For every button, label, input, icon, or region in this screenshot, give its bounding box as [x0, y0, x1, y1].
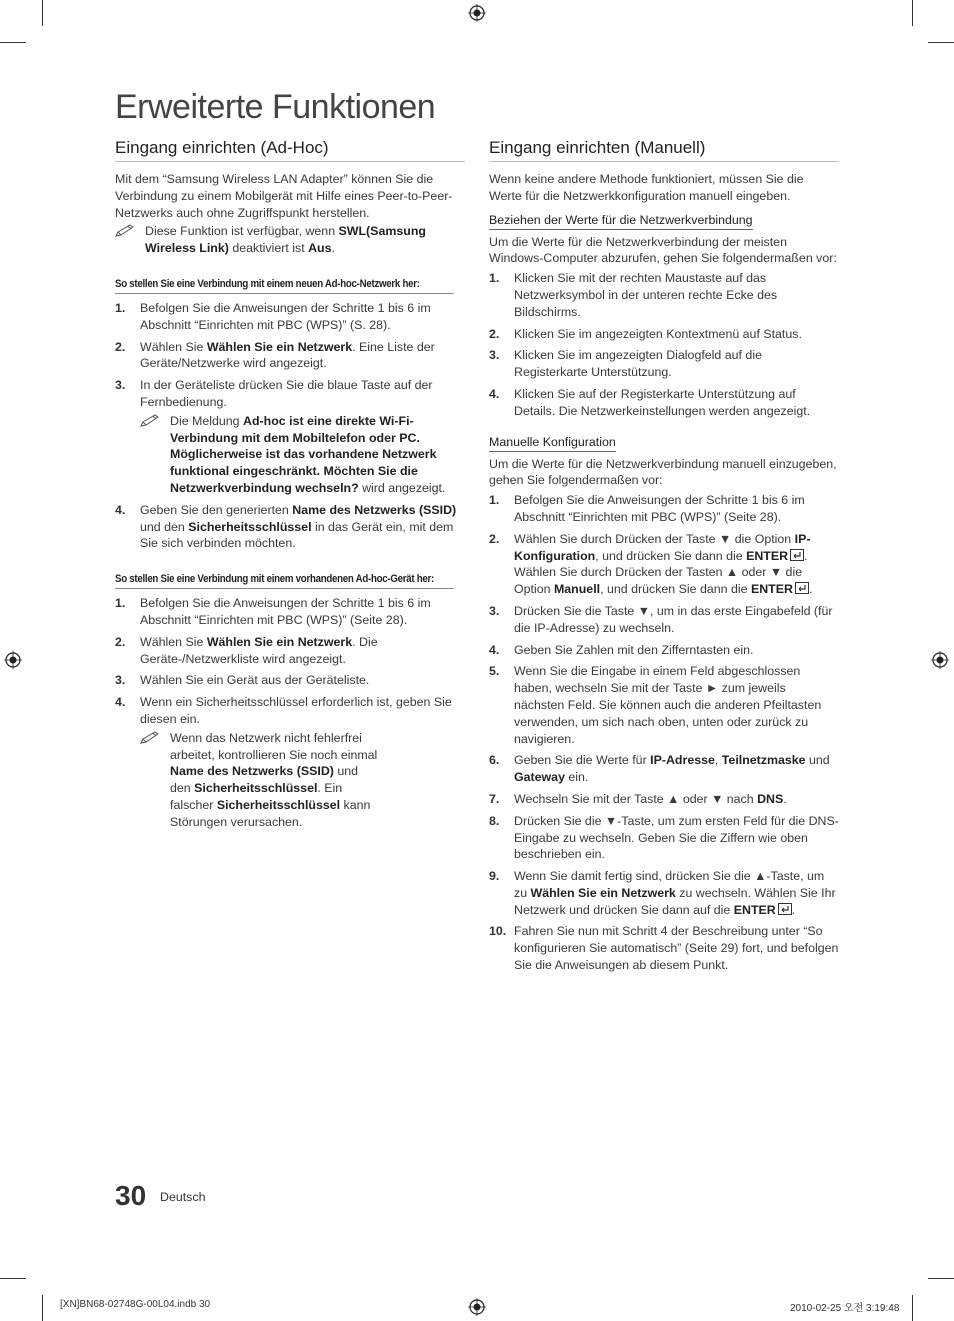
crop-mark [42, 1295, 43, 1321]
note-pencil-icon [140, 414, 160, 427]
note-text: Die Meldung [170, 413, 244, 428]
list-item: 4. Geben Sie den generierten Name des Netzwerks (SSID) und den Sicherheitsschlüssel in das Gerät ein, mit dem Sie sich verbinden möchten. [115, 502, 457, 551]
subheading-manual-config: Manuelle Konfiguration [489, 435, 616, 452]
list-item: 2. Klicken Sie im angezeigten Kontextmenü auf Status. [489, 326, 802, 341]
note-text: deaktiviert ist [228, 241, 309, 256]
list-item: 3. Drücken Sie die Taste ▼, um in das erste Eingabefeld (für die IP-Adresse) zu wechseln. [489, 603, 833, 635]
note-text: . [331, 241, 335, 256]
registration-mark-icon [4, 651, 22, 669]
step-text: Wählen Sie [140, 634, 207, 649]
step-bold: Name des Netzwerks (SSID) [292, 502, 457, 517]
crop-mark [912, 0, 913, 26]
intro-text: Mit dem “Samsung Wireless LAN Adapter” können Sie die Verbindung zu einem Mobilgerät mit Hilfe eines Peer-to-Peer-Netzwerks auch ohne Zugriffspunkt herstellen. [115, 172, 453, 220]
list-item: 1. Klicken Sie mit der rechten Maustaste auf das Netzwerksymbol in der unteren rechte Ecke des Bildschirms. [489, 271, 778, 319]
step-text: Befolgen Sie die Anweisungen der Schritte 1 bis 6 im Abschnitt “Einrichten mit PBC (WPS)” (Seite 28). [514, 493, 805, 524]
step-text: Wählen Sie [140, 339, 207, 354]
step-text: Drücken Sie die Taste ▼, um in das erste Eingabefeld (für die IP-Adresse) zu wechseln. [514, 603, 833, 635]
step-text: Klicken Sie mit der rechten Maustaste auf das Netzwerksymbol in der unteren rechte Ecke des Bildschirms. [514, 271, 778, 319]
step-text: In der Geräteliste drücken Sie die blaue Taste auf der Fernbedienung. [140, 378, 433, 409]
page-number: 30 [115, 1180, 147, 1211]
note-bold: Ad-hoc ist eine direkte Wi-Fi-Verbindung mit dem Mobiltelefon oder PC. Möglicherweise ist das vorhandene Netzwerk funktional eingeschränkt. Möchten Sie die Netzwerkverbindung wechseln? [170, 413, 437, 495]
note-text: Diese Funktion ist verfügbar, wenn [145, 224, 339, 239]
crop-mark [0, 42, 26, 43]
step-text: . [791, 902, 796, 917]
step-text: Wenn Sie damit fertig sind, drücken Sie die ▲-Taste, um zu [514, 869, 825, 900]
intro-text: Wenn keine andere Methode funktioniert, müssen Sie die Werte für die Netzwerkkonfiguration manuell eingeben. [489, 172, 804, 203]
step-text: , und drücken Sie dann die [595, 548, 747, 563]
step-text: und [805, 753, 830, 768]
crop-mark [928, 1278, 954, 1279]
page-title: Erweiterte Funktionen [115, 88, 436, 126]
right-column [489, 138, 839, 979]
note-text: wird angezeigt. [358, 480, 446, 495]
step-text: Befolgen Sie die Anweisungen der Schritte 1 bis 6 im Abschnitt “Einrichten mit PBC (WPS)” (Seite 28). [140, 596, 431, 627]
note-bold: Sicherheitsschlüssel [194, 781, 318, 796]
list-item: 5. Wenn Sie die Eingabe in einem Feld abgeschlossen haben, wechseln Sie mit der Taste ► zum jeweils nächsten Feld. Sie können auch die anderen Pfeiltasten verwenden, um sich nach oben, unten oder zurück zu navigieren. [489, 664, 822, 746]
step-text: Wenn ein Sicherheitsschlüssel erforderlich ist, geben Sie diesen ein. [140, 695, 452, 726]
note-bold: Aus [308, 241, 332, 256]
step-bold: DNS [757, 791, 784, 806]
left-column [115, 138, 465, 836]
enter-key-icon [790, 549, 804, 561]
step-text: in das Gerät ein, mit dem Sie sich verbinden möchten. [140, 519, 454, 551]
list-item: 1. Befolgen Sie die Anweisungen der Schritte 1 bis 6 im Abschnitt “Einrichten mit PBC (WPS)” (S. 28). [115, 300, 431, 332]
step-text: und den [140, 519, 189, 534]
step-text: . [783, 791, 787, 806]
note-bold: Sicherheitsschlüssel [216, 797, 341, 812]
step-bold: Wählen Sie ein Netzwerk [206, 339, 353, 354]
step-bold: Manuell [553, 582, 601, 597]
list-item: 4. Geben Sie Zahlen mit den Zifferntasten ein. [489, 642, 754, 657]
registration-mark-icon [468, 1298, 486, 1316]
list-item: 1. Befolgen Sie die Anweisungen der Schritte 1 bis 6 im Abschnitt “Einrichten mit PBC (WPS)” (Seite 28). [115, 596, 431, 627]
list-item: 2. Wählen Sie durch Drücken der Taste ▼ die Option IP-Konfiguration, und drücken Sie dann die ENTER . Wählen Sie durch Drücken der Tasten ▲ oder ▼ die Option Manuell, und drücken Sie dann die ENTER . [489, 531, 813, 597]
enter-key-icon [778, 903, 792, 915]
list-item: 2. Wählen Sie Wählen Sie ein Netzwerk. Eine Liste der Geräte/Netzwerke wird angezeigt. [115, 339, 435, 371]
crop-mark [0, 1278, 26, 1279]
steps-list-obtain-values [489, 270, 839, 419]
step-text: Geben Sie Zahlen mit den Zifferntasten ein. [514, 642, 754, 657]
enter-key-label: ENTER [733, 902, 776, 917]
list-item: 7. Wechseln Sie mit der Taste ▲ oder ▼ nach DNS. [489, 791, 787, 806]
step-text: Klicken Sie auf der Registerkarte Unterstützung auf Details. Die Netzwerkeinstellungen werden angezeigt. [514, 386, 811, 418]
section-heading-adhoc: Eingang einrichten (Ad-Hoc) [115, 138, 465, 162]
print-slug-file: [XN]BN68-02748G-00L04.indb 30 [60, 1299, 211, 1310]
list-item: 1. Befolgen Sie die Anweisungen der Schritte 1 bis 6 im Abschnitt “Einrichten mit PBC (WPS)” (Seite 28). [489, 493, 805, 524]
step-bold: Sicherheitsschlüssel [188, 519, 312, 534]
crop-mark [42, 0, 43, 26]
steps-list-existing-adhoc [115, 595, 465, 830]
steps-list-manual-config [489, 492, 839, 974]
step-text: . Die Geräte-/Netzwerkliste wird angezeigt. [140, 634, 378, 666]
list-item: 3. Wählen Sie ein Gerät aus der Geräteliste. [115, 673, 370, 688]
list-item: 6. Geben Sie die Werte für IP-Adresse, Teilnetzmaske und Gateway ein. [489, 753, 830, 785]
subheading-text: Um die Werte für die Netzwerkverbindung der meisten Windows-Computer abzurufen, gehen Sie folgendermaßen vor: [489, 234, 837, 266]
section-heading-manual: Eingang einrichten (Manuell) [489, 138, 839, 162]
list-item: 2. Wählen Sie Wählen Sie ein Netzwerk. Die Geräte-/Netzwerkliste wird angezeigt. [115, 634, 378, 666]
note [140, 413, 465, 497]
step-bold: IP-Adresse [650, 753, 715, 768]
step-bold: Wählen Sie ein Netzwerk [530, 885, 676, 900]
step-text: Wählen Sie durch Drücken der Taste ▼ die Option [514, 531, 795, 546]
step-text: zu wechseln. Wählen Sie Ihr Netzwerk und drücken Sie dann auf die [514, 885, 836, 917]
subheading-obtain-values: Beziehen der Werte für die Netzwerkverbindung [489, 213, 753, 230]
note-pencil-icon [115, 224, 135, 237]
step-text: Fahren Sie nun mit Schritt 4 der Beschreibung unter “So konfigurieren Sie automatisch” (Seite 29) fort, und befolgen Sie die Anweisungen ab diesem Punkt. [514, 924, 839, 973]
step-text: Geben Sie den generierten [140, 502, 293, 517]
note-pencil-icon [140, 731, 160, 744]
list-item: 8. Drücken Sie die ▼-Taste, um zum ersten Feld für die DNS-Eingabe zu wechseln. Geben Sie die Ziffern wie oben beschrieben ein. [489, 813, 839, 862]
list-item: 4. Wenn ein Sicherheitsschlüssel erforderlich ist, geben Sie diesen ein. Wenn das Netzwerk nicht fehlerfrei arbeitet, kontrollieren Sie noch einmal Name des Netzwerks (SSID) und den Sicherheitsschlüssel. Ein falscher Sicherheitsschlüssel kann Störungen verursachen. [115, 695, 452, 829]
subheading-text: Um die Werte für die Netzwerkverbindung manuell einzugeben, gehen Sie folgendermaßen vor: [489, 456, 837, 488]
step-bold: Gateway [514, 770, 565, 785]
step-text: Drücken Sie die ▼-Taste, um zum ersten Feld für die DNS-Eingabe zu wechseln. Geben Sie die Ziffern wie oben beschrieben ein. [514, 813, 839, 862]
list-item: 3. Klicken Sie im angezeigten Dialogfeld auf die Registerkarte Unterstützung. [489, 348, 762, 380]
note-text: und den [170, 764, 359, 796]
step-text: Klicken Sie im angezeigten Dialogfeld auf die Registerkarte Unterstützung. [514, 348, 762, 380]
step-text: . Wählen Sie durch Drücken der Tasten ▲ oder ▼ die Option [514, 548, 808, 597]
step-text: Wechseln Sie mit der Taste ▲ oder ▼ nach [514, 791, 758, 806]
step-bold: Wählen Sie ein Netzwerk [206, 634, 353, 649]
crop-mark [912, 1295, 913, 1321]
step-text: ein. [564, 770, 589, 785]
enter-key-label: ENTER [746, 548, 789, 563]
step-text: Wenn Sie die Eingabe in einem Feld abgeschlossen haben, wechseln Sie mit der Taste ► zum jeweils nächsten Feld. Sie können auch die anderen Pfeiltasten verwenden, um sich nach oben, unten oder zurück zu navigieren. [514, 664, 822, 746]
step-text: Klicken Sie im angezeigten Kontextmenü auf Status. [514, 326, 802, 341]
enter-key-icon [795, 582, 809, 594]
page-language: Deutsch [160, 1190, 206, 1204]
note-bold: SWL(Samsung Wireless Link) [145, 224, 426, 256]
note-text: kann Störungen verursachen. [170, 797, 371, 829]
step-text: . [808, 582, 813, 597]
list-item: 4. Klicken Sie auf der Registerkarte Unterstützung auf Details. Die Netzwerkeinstellungen werden angezeigt. [489, 386, 811, 418]
step-text: , und drücken Sie dann die [600, 582, 751, 597]
registration-mark-icon [468, 4, 486, 22]
note-text: Wenn das Netzwerk nicht fehlerfrei arbeitet, kontrollieren Sie noch einmal [170, 730, 378, 762]
note-text: . Ein falscher [170, 781, 343, 812]
registration-mark-icon [931, 651, 949, 669]
subheading-new-adhoc: So stellen Sie eine Verbindung mit einem neuen Ad-hoc-Netzwerk her: [115, 277, 454, 294]
step-text: Wählen Sie ein Gerät aus der Geräteliste. [140, 673, 370, 688]
step-bold: IP-Konfiguration [514, 531, 811, 563]
list-item: 10. Fahren Sie nun mit Schritt 4 der Beschreibung unter “So konfigurieren Sie automatisch” (Seite 29) fort, und befolgen Sie die Anweisungen ab diesem Punkt. [489, 924, 839, 973]
print-slug-date: 2010-02-25 오전 3:19:48 [790, 1303, 900, 1314]
subheading-existing-adhoc: So stellen Sie eine Verbindung mit einem vorhandenen Ad-hoc-Gerät her: [115, 572, 454, 589]
step-text: Geben Sie die Werte für [514, 753, 651, 768]
step-text: Befolgen Sie die Anweisungen der Schritte 1 bis 6 im Abschnitt “Einrichten mit PBC (WPS)” (S. 28). [140, 300, 431, 332]
crop-mark [928, 42, 954, 43]
steps-list-new-adhoc [115, 300, 465, 552]
step-text: . Eine Liste der Geräte/Netzwerke wird angezeigt. [140, 339, 435, 371]
note [140, 730, 380, 831]
list-item: 3. In der Geräteliste drücken Sie die blaue Taste auf der Fernbedienung. Die Meldung Ad-hoc ist eine direkte Wi-Fi-Verbindung mit dem Mobiltelefon oder PC. Möglicherweise ist das vorhandene Netzwerk funktional eingeschränkt. Möchten Sie die Netzwerkverbindung wechseln? wird angezeigt. [115, 377, 465, 497]
enter-key-label: ENTER [750, 582, 793, 597]
note-bold: Name des Netzwerks (SSID) [170, 764, 334, 779]
step-text: , [714, 753, 722, 768]
list-item: 9. Wenn Sie damit fertig sind, drücken Sie die ▲-Taste, um zu Wählen Sie ein Netzwerk zu wechseln. Wählen Sie Ihr Netzwerk und drücken Sie dann auf die ENTER . [489, 869, 836, 917]
note [115, 223, 465, 257]
step-bold: Teilnetzmaske [721, 753, 806, 768]
